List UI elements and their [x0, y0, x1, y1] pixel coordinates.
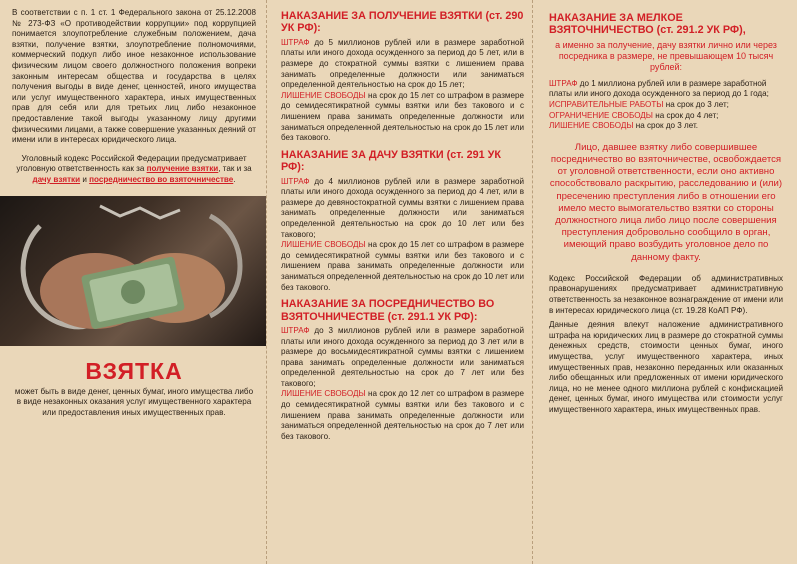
bribe-definition: может быть в виде денег, ценных бумаг, иного имущества либо в виде незаконных оказания услуг имущественного характера или предоставления иных имущественных прав. — [14, 386, 254, 417]
exemption-note: Лицо, давшее взятку либо совершившее посредничество во взяточничестве, освобождается от уголовной ответственности, если оно активно способствовало раскрытию, расследованию и (или) пресечению преступления либо в отношении его имело место вымогательство взятки со стороны должностного лица либо лицо после совершения преступления добровольно сообщило в орган, имеющий право возбудить уголовное дело по данному факту. — [549, 141, 783, 263]
right-column — [532, 0, 797, 564]
penalty-giving-heading: НАКАЗАНИЕ ЗА ДАЧУ ВЗЯТКИ (ст. 291 УК РФ): — [281, 148, 501, 174]
penalty-giving-section — [281, 149, 524, 293]
penalty-mediation-heading: НАКАЗАНИЕ ЗА ПОСРЕДНИЧЕСТВО ВО ВЗЯТОЧНИЧЕСТВЕ (ст. 291.1 УК РФ): — [281, 298, 495, 323]
link-bribe-giving: дачу взятки — [32, 174, 81, 184]
penalty-receiving-heading: НАКАЗАНИЕ ЗА ПОЛУЧЕНИЕ ВЗЯТКИ (ст. 290 УК РФ): — [281, 10, 524, 35]
penalty-receiving-section — [281, 10, 524, 144]
petty-fine: ШТРАФ до 1 миллиона рублей или в размере заработной платы или иного дохода осужденного за период до 1 года; — [549, 78, 769, 99]
penalty-giving-fine: ШТРАФ до 4 миллионов рублей или в размере заработной платы или иного дохода осужденного за период до 4 лет, или в размере до девяностократной суммы взятки с лишением права занимать определенные должности или заниматься определенной деятельностью на срок до 10 лет или без такового; — [281, 176, 524, 239]
link-mediation: посредничество во взяточничестве — [89, 174, 234, 184]
middle-column — [266, 0, 532, 564]
link-bribe-taking: получение взятки — [146, 164, 219, 174]
left-column — [0, 0, 266, 564]
penalty-receiving-prison: ЛИШЕНИЕ СВОБОДЫ на срок до 15 лет со штрафом в размере до семидесятикратной суммы взятки или без такового и с лишением права занимать определенные должности или заниматься определенной деятельностью на срок до 15 лет или без такового. — [281, 90, 525, 143]
penalty-mediation-section — [281, 298, 524, 442]
bribe-title: ВЗЯТКА — [85, 357, 183, 384]
handcuffed-hands-money-photo — [0, 196, 266, 346]
petty-correctional-work: ИСПРАВИТЕЛЬНЫЕ РАБОТЫ на срок до 3 лет; — [549, 100, 729, 109]
criminal-code-note: Уголовный кодекс Российской Федерации предусматривает уголовную ответственность как за получение взятки, так и за дачу взятки и посредничество во взяточничестве. — [16, 153, 252, 184]
corruption-definition: В соответствии с п. 1 ст. 1 Федерального закона от 25.12.2008 № 273-ФЗ «О противодействии коррупции» под коррупцией понимается злоупотребление служебным положением, дача взятки, получение взятки, злоупотребление полномочиями, коммерческий подкуп либо иное незаконное использование физическим лицом своего должностного положения вопреки законным интересам общества и государства в целях получения выгоды в виде денег, ценностей, иного имущества или услуг имущественного характера, иных имущественных прав для себя или для третьих лиц либо незаконное предоставление такой выгоды указанному лицу другими физическими лицами, а также совершение указанных деяний от имени или в интересах юридического лица. — [12, 8, 256, 145]
petty-bribery-heading: НАКАЗАНИЕ ЗА МЕЛКОЕ ВЗЯТОЧНИЧЕСТВО (ст. 291.2 УК РФ), — [549, 12, 746, 37]
penalty-receiving-fine: ШТРАФ до 5 миллионов рублей или в размере заработной платы или иного дохода осужденного за период до 5 лет, или в размере до стократной суммы взятки с лишением права занимать определенные должности или заниматься определенной деятельностью на срок до 15 лет; — [281, 37, 524, 90]
handcuffs-money-illustration — [0, 196, 266, 346]
penalty-mediation-prison: ЛИШЕНИЕ СВОБОДЫ на срок до 12 лет со штрафом в размере до семидесятикратной суммы взятки или без такового и с лишением права занимать определенные должности или заниматься определенной деятельностью на срок до 7 лет или без такового. — [281, 389, 525, 441]
petty-prison: ЛИШЕНИЕ СВОБОДЫ на срок до 3 лет. — [549, 121, 699, 131]
penalty-giving-prison: ЛИШЕНИЕ СВОБОДЫ на срок до 15 лет со штрафом в размере до семидесятикратной суммы взятки или без такового и с лишением права занимать определенные должности или заниматься определенной деятельностью на срок до 10 лет или без такового. — [281, 240, 525, 292]
administrative-code-note: Кодекс Российской Федерации об административных правонарушениях предусматривает административную ответственность за незаконное вознаграждение от имени или в интересах юридического лица (ст. 19.28 КоАП РФ). — [549, 273, 783, 315]
administrative-fine-note: Данные деяния влекут наложение административного штрафа на юридических лиц в размере до стократной суммы денежных средств, стоимости ценных бумаг, иного имущества, услуг имущественного характера, иных имущественных прав, незаконно переданных или оказанных либо обещанных или предложенных от имени юридического лица, но не менее одного миллиона рублей с конфискацией денег, ценных бумаг, иного имущества или стоимости услуг имущественного характера, иных имущественных прав. — [549, 320, 783, 414]
petty-bribery-subheading: а именно за получение, дачу взятки лично или через посредника в размере, не превышающем 10 тысяч рублей: — [555, 39, 777, 72]
penalty-mediation-fine: ШТРАФ до 3 миллионов рублей или в размере заработной платы или иного дохода осужденного за период до 3 лет или в размере до восьмидесятикратной суммы взятки с лишением права занимать определенные должности или заниматься определенной деятельностью на срок до 7 лет или без такового; — [281, 325, 524, 388]
petty-restriction: ОГРАНИЧЕНИЕ СВОБОДЫ на срок до 4 лет; — [549, 110, 719, 120]
